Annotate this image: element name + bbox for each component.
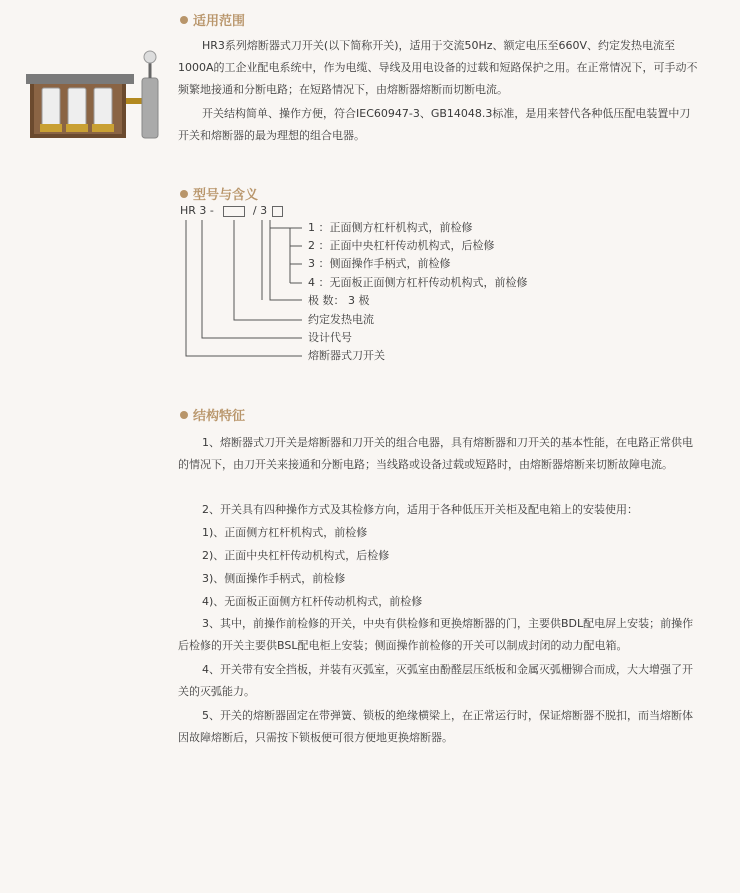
features-item-3: 3)、侧面操作手柄式，前检修: [202, 572, 346, 585]
features-item-2: 2)、正面中央杠杆传动机构式，后检修: [202, 549, 390, 562]
features-item-1: 1)、正面侧方杠杆机构式，前检修: [202, 526, 368, 539]
features-paragraph-2: 2、开关具有四种操作方式及其检修方向，适用于各种低压开关柜及配电箱上的安装使用：: [202, 503, 638, 516]
model-label-op4: 4 ：无面板正面侧方杠杆传动机构式，前检修: [308, 276, 528, 289]
model-label-type: 熔断器式刀开关: [308, 349, 385, 362]
model-label-design: 设计代号: [308, 331, 352, 344]
features-paragraph-3: 3、其中，前操作前检修的开关，中央有供检修和更换熔断器的门，主要供BDL配电屏上安装；前操作后检修的开关主要供BSL配电柜上安装；侧面操作前检修的开关可以制成封闭的动力配电箱。: [178, 617, 694, 652]
bullet-icon: [180, 411, 188, 419]
model-label-op2: 2 ：正面中央杠杆传动机构式，后检修: [308, 239, 495, 252]
features-item-4: 4)、无面板正面侧方杠杆传动机构式，前检修: [202, 595, 423, 608]
features-paragraph-1: 1、熔断器式刀开关是熔断器和刀开关的组合电器，具有熔断器和刀开关的基本性能，在电路正常供电的情况下，由刀开关来接通和分断电路；当线路或设备过载或短路时，由熔断器熔断来切断故障电流。: [178, 436, 693, 471]
section-title-text: 结构特征: [193, 409, 246, 424]
model-code-slash: / 3: [252, 204, 268, 217]
model-label-op3: 3 ：侧面操作手柄式，前检修: [308, 257, 451, 270]
model-label-op1: 1 ：正面侧方杠杆机构式，前检修: [308, 221, 473, 234]
features-paragraph-5: 5、开关的熔断器固定在带弹簧、锁板的绝缘横梁上，在正常运行时，保证熔断器不脱扣，而当熔断体因故障熔断后，只需按下锁板便可很方便地更换熔断器。: [178, 709, 693, 744]
scope-paragraph-1: HR3系列熔断器式刀开关(以下简称开关)，适用于交流50Hz、额定电压至660V、约定发热电流至1000A的工企业配电系统中，作为电缆、导线及用电设备的过载和短路保护之用。在正常情况下，可手动不频繁地接通和分断电路；在短路情况下，由熔断器熔断而切断电流。: [178, 39, 698, 96]
model-label-poles: 极 数： 3 极: [308, 294, 370, 307]
scope-paragraph-2: 开关结构简单、操作方便，符合IEC60947-3、GB14048.3标准，是用来替代各种低压配电装置中刀开关和熔断器的最为理想的组合电器。: [178, 107, 691, 142]
features-paragraph-4: 4、开关带有安全挡板，并装有灭弧室，灭弧室由酚醛层压纸板和金属灭弧栅铆合而成，大大增强了开关的灭弧能力。: [178, 663, 693, 698]
model-code-prefix: HR 3 -: [180, 204, 214, 217]
section-title-text: 型号与含义: [193, 188, 259, 203]
section-title-features: [180, 405, 245, 424]
model-label-current: 约定发热电流: [308, 313, 374, 326]
section-title-text: 适用范围: [193, 14, 246, 29]
